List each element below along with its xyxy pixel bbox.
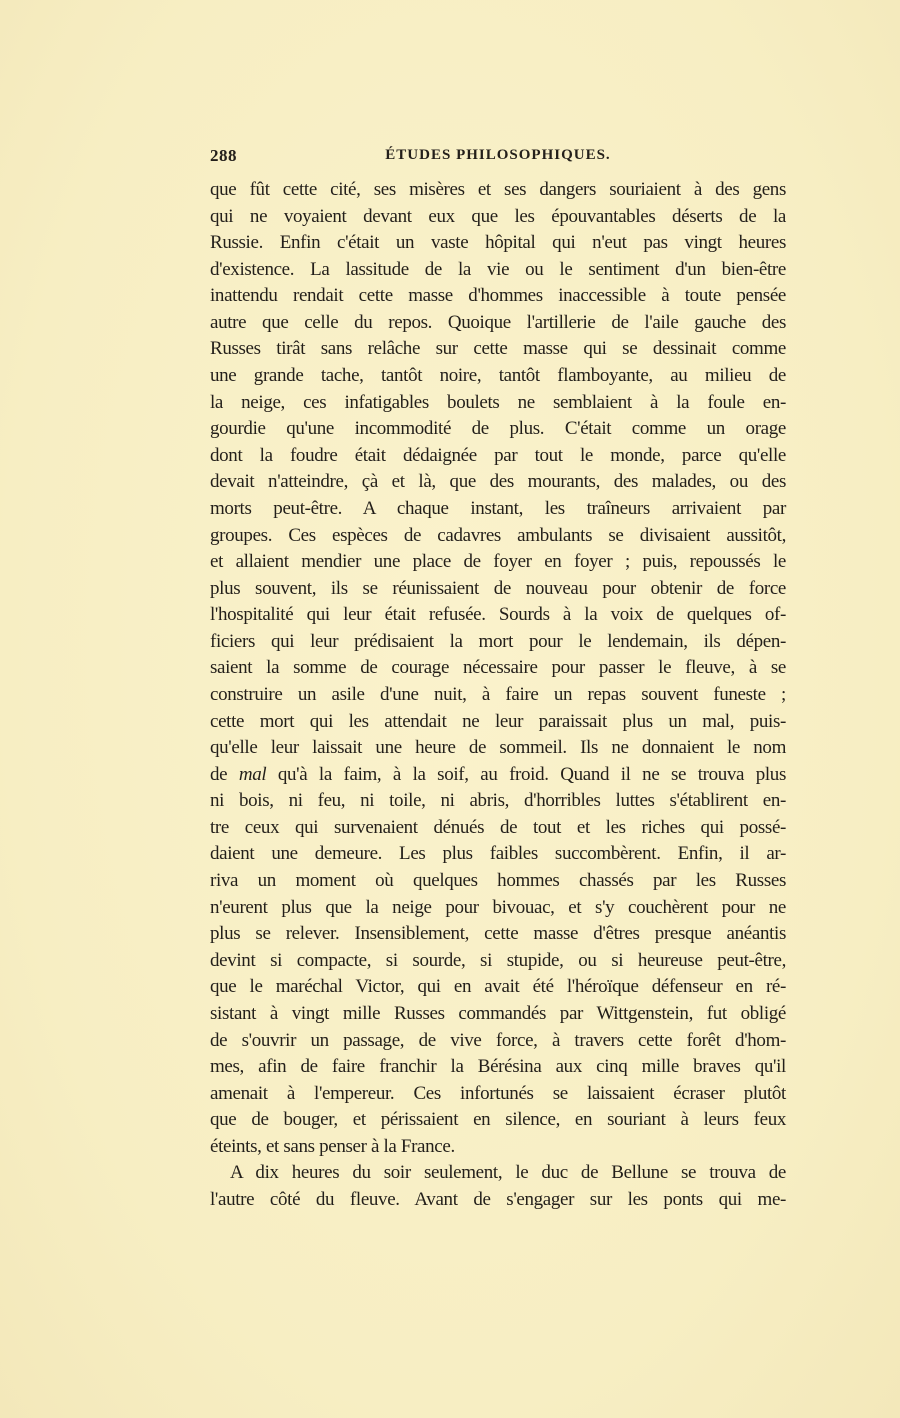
text-line: inattendu rendait cette masse d'hommes inaccessible à toute pensée bbox=[210, 285, 786, 307]
text-line: cette mort qui les attendait ne leur paraissait plus un mal, puis- bbox=[210, 710, 786, 732]
text-line: éteints, et sans penser à la France. bbox=[210, 1135, 455, 1157]
text-line: construire un asile d'une nuit, à faire un repas souvent funeste ; bbox=[210, 683, 786, 705]
running-head bbox=[210, 146, 786, 168]
paragraph bbox=[210, 177, 786, 1160]
text-line: n'eurent plus que la neige pour bivouac, et s'y couchèrent pour ne bbox=[210, 896, 786, 918]
paragraph bbox=[210, 1160, 786, 1213]
running-title: ÉTUDES PHILOSOPHIQUES. bbox=[385, 147, 611, 163]
text-line: plus souvent, ils se réunissaient de nouveau pour obtenir de force bbox=[210, 577, 786, 599]
text-line: morts peut-être. A chaque instant, les traîneurs arrivaient par bbox=[210, 497, 786, 519]
body-text bbox=[210, 177, 786, 1214]
text-line: ficiers qui leur prédisaient la mort pour le lendemain, ils dépen- bbox=[210, 630, 786, 652]
text-segment: de bbox=[210, 763, 239, 785]
text-line: qui ne voyaient devant eux que les épouvantables déserts de la bbox=[210, 205, 786, 227]
text-line: tre ceux qui survenaient dénués de tout et les riches qui possé- bbox=[210, 816, 786, 838]
text-line bbox=[210, 762, 786, 789]
text-line: d'existence. La lassitude de la vie ou le sentiment d'un bien-être bbox=[210, 258, 786, 280]
text-line: ni bois, ni feu, ni toile, ni abris, d'horribles luttes s'établirent en- bbox=[210, 790, 786, 812]
text-line: devait n'atteindre, çà et là, que des mourants, des malades, ou des bbox=[210, 471, 786, 493]
text-line: l'autre côté du fleuve. Avant de s'engager sur les ponts qui me- bbox=[210, 1188, 786, 1210]
text-line: autre que celle du repos. Quoique l'artillerie de l'aile gauche des bbox=[210, 311, 786, 333]
text-line: Russie. Enfin c'était un vaste hôpital qui n'eut pas vingt heures bbox=[210, 232, 786, 254]
text-line: qu'elle leur laissait une heure de sommeil. Ils ne donnaient le nom bbox=[210, 737, 786, 759]
text-line: groupes. Ces espèces de cadavres ambulants se divisaient aussitôt, bbox=[210, 524, 786, 546]
text-line: mes, afin de faire franchir la Bérésina aux cinq mille braves qu'il bbox=[210, 1056, 786, 1078]
text-line: plus se relever. Insensiblement, cette masse d'êtres presque anéantis bbox=[210, 923, 786, 945]
text-line: A dix heures du soir seulement, le duc de Bellune se trouva de bbox=[230, 1162, 786, 1184]
text-line: l'hospitalité qui leur était refusée. Sourds à la voix de quelques of- bbox=[210, 604, 786, 626]
text-line: amenait à l'empereur. Ces infortunés se laissaient écraser plutôt bbox=[210, 1082, 786, 1104]
text-line: que fût cette cité, ses misères et ses dangers souriaient à des gens bbox=[210, 179, 786, 200]
page-number: 288 bbox=[210, 146, 237, 165]
text-line: Russes tirât sans relâche sur cette masse qui se dessinait comme bbox=[210, 338, 786, 360]
text-segment: qu'à la faim, à la soif, au froid. Quand il ne se trouva plus bbox=[266, 763, 786, 785]
text-line: saient la somme de courage nécessaire pour passer le fleuve, à se bbox=[210, 657, 786, 679]
text-line: de s'ouvrir un passage, de vive force, à travers cette forêt d'hom- bbox=[210, 1029, 786, 1051]
text-line: riva un moment où quelques hommes chassés par les Russes bbox=[210, 870, 786, 892]
text-line: daient une demeure. Les plus faibles succombèrent. Enfin, il ar- bbox=[210, 843, 786, 865]
text-line: la neige, ces infatigables boulets ne semblaient à la foule en- bbox=[210, 391, 786, 413]
text-line: que le maréchal Victor, qui en avait été l'héroïque défenseur en ré- bbox=[210, 976, 786, 998]
text-line: dont la foudre était dédaignée par tout le monde, parce qu'elle bbox=[210, 444, 786, 466]
text-line: gourdie qu'une incommodité de plus. C'était comme un orage bbox=[210, 418, 786, 440]
text-line: que de bouger, et périssaient en silence, en souriant à leurs feux bbox=[210, 1109, 786, 1131]
text-line: devint si compacte, si sourde, si stupide, ou si heureuse peut-être, bbox=[210, 949, 786, 971]
text-line: et allaient mendier une place de foyer en foyer ; puis, repoussés le bbox=[210, 551, 786, 573]
text-line: une grande tache, tantôt noire, tantôt flamboyante, au milieu de bbox=[210, 365, 786, 387]
text-line: sistant à vingt mille Russes commandés par Wittgenstein, fut obligé bbox=[210, 1002, 786, 1024]
italic-word: mal bbox=[238, 763, 267, 785]
